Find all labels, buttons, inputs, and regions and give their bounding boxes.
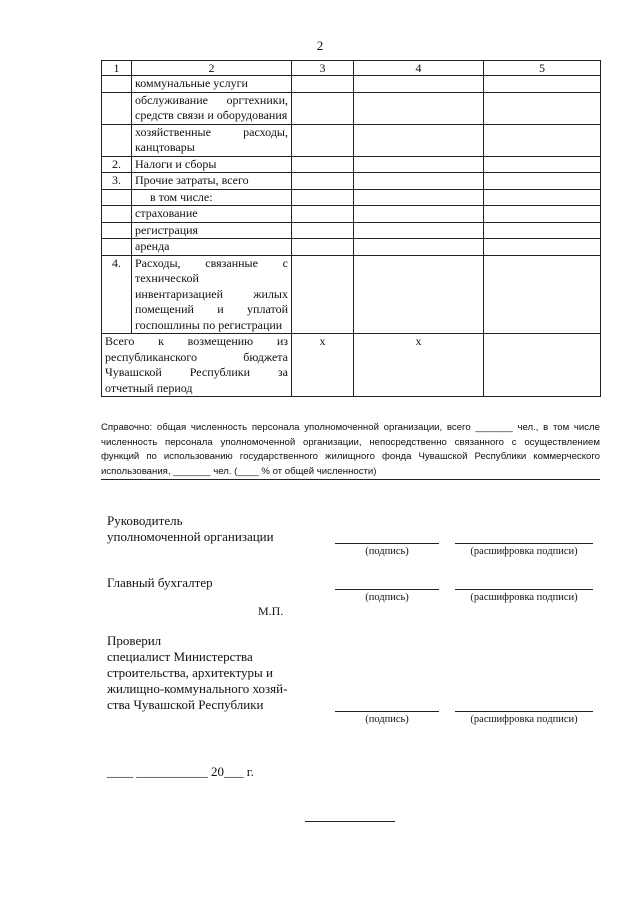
total-cell-3: х — [292, 334, 354, 397]
checker-signature-line — [335, 711, 439, 712]
row-number: 2. — [102, 156, 132, 173]
table-row — [102, 189, 601, 206]
checked-line2: специалист Министерства — [107, 649, 253, 664]
expense-table — [101, 60, 601, 397]
checked-line4: жилищно-коммунального хозяй- — [107, 681, 288, 696]
checked-line1: Проверил — [107, 633, 162, 648]
table-row — [102, 92, 601, 124]
head-signature-line — [335, 543, 439, 544]
table-row — [102, 206, 601, 223]
accountant-signature-caption: (подпись) — [365, 592, 409, 603]
row-label: страхование — [132, 206, 292, 223]
head-decode-caption: (расшифровка подписи) — [470, 546, 578, 557]
seal-place: М.П. — [258, 604, 284, 618]
end-divider — [305, 821, 395, 822]
row-label: аренда — [132, 239, 292, 256]
header-cell: 2 — [132, 61, 292, 76]
page-number: 2 — [316, 38, 324, 53]
note-divider — [101, 479, 600, 480]
checked-line5: ства Чувашской Республики — [107, 697, 264, 712]
accountant-decode-line — [455, 589, 593, 590]
row-number: 3. — [102, 173, 132, 190]
accountant-decode-caption: (расшифровка подписи) — [470, 592, 578, 603]
header-cell: 1 — [102, 61, 132, 76]
total-cell-4: х — [354, 334, 484, 397]
row-label: Налоги и сборы — [132, 156, 292, 173]
header-cell: 3 — [292, 61, 354, 76]
table-row — [102, 76, 601, 93]
row-label: регистрация — [132, 222, 292, 239]
reference-note: Справочно: общая численность персонала уполномоченной организации, всего _______ чел., в том числе численность персонала уполномоченной организации, непосредственно связанного с осуществлением функций по использованию государственного жилищного фонда Чувашской Республики коммерческого использования, _______ чел. (____ % от общей численности) — [101, 422, 600, 477]
row-label: хозяйственные расходы, канцтовары — [132, 124, 292, 156]
table-row — [102, 255, 601, 334]
date-line: ____ ___________ 20___ г. — [107, 764, 254, 779]
table-header-row — [102, 61, 601, 76]
head-decode-line — [455, 543, 593, 544]
table-row — [102, 173, 601, 190]
row-label: в том числе: — [132, 189, 292, 206]
header-cell: 4 — [354, 61, 484, 76]
table-row — [102, 124, 601, 156]
head-signature-caption: (подпись) — [365, 546, 409, 557]
head-title-line1: Руководитель — [107, 513, 183, 528]
checked-line3: строительства, архитектуры и — [107, 665, 273, 680]
checker-signature-caption: (подпись) — [365, 714, 409, 725]
row-label: обслуживание оргтехники, средств связи и оборудования — [132, 92, 292, 124]
row-label: коммунальные услуги — [132, 76, 292, 93]
row-label: Расходы, связанные с технической инвентаризацией жилых помещений и уплатой госпошлины по регистрации — [132, 255, 292, 334]
table-total-row — [102, 334, 601, 397]
chief-accountant-title: Главный бухгалтер — [107, 575, 213, 590]
checker-decode-caption: (расшифровка подписи) — [470, 714, 578, 725]
table-row — [102, 239, 601, 256]
row-label: Прочие затраты, всего — [132, 173, 292, 190]
header-cell: 5 — [484, 61, 601, 76]
total-label: Всего к возмещению из республиканского бюджета Чувашской Республики за отчетный период — [102, 334, 292, 397]
table-row — [102, 222, 601, 239]
head-title-line2: уполномоченной организации — [107, 529, 274, 544]
checker-decode-line — [455, 711, 593, 712]
table-row — [102, 156, 601, 173]
accountant-signature-line — [335, 589, 439, 590]
row-number: 4. — [102, 255, 132, 334]
